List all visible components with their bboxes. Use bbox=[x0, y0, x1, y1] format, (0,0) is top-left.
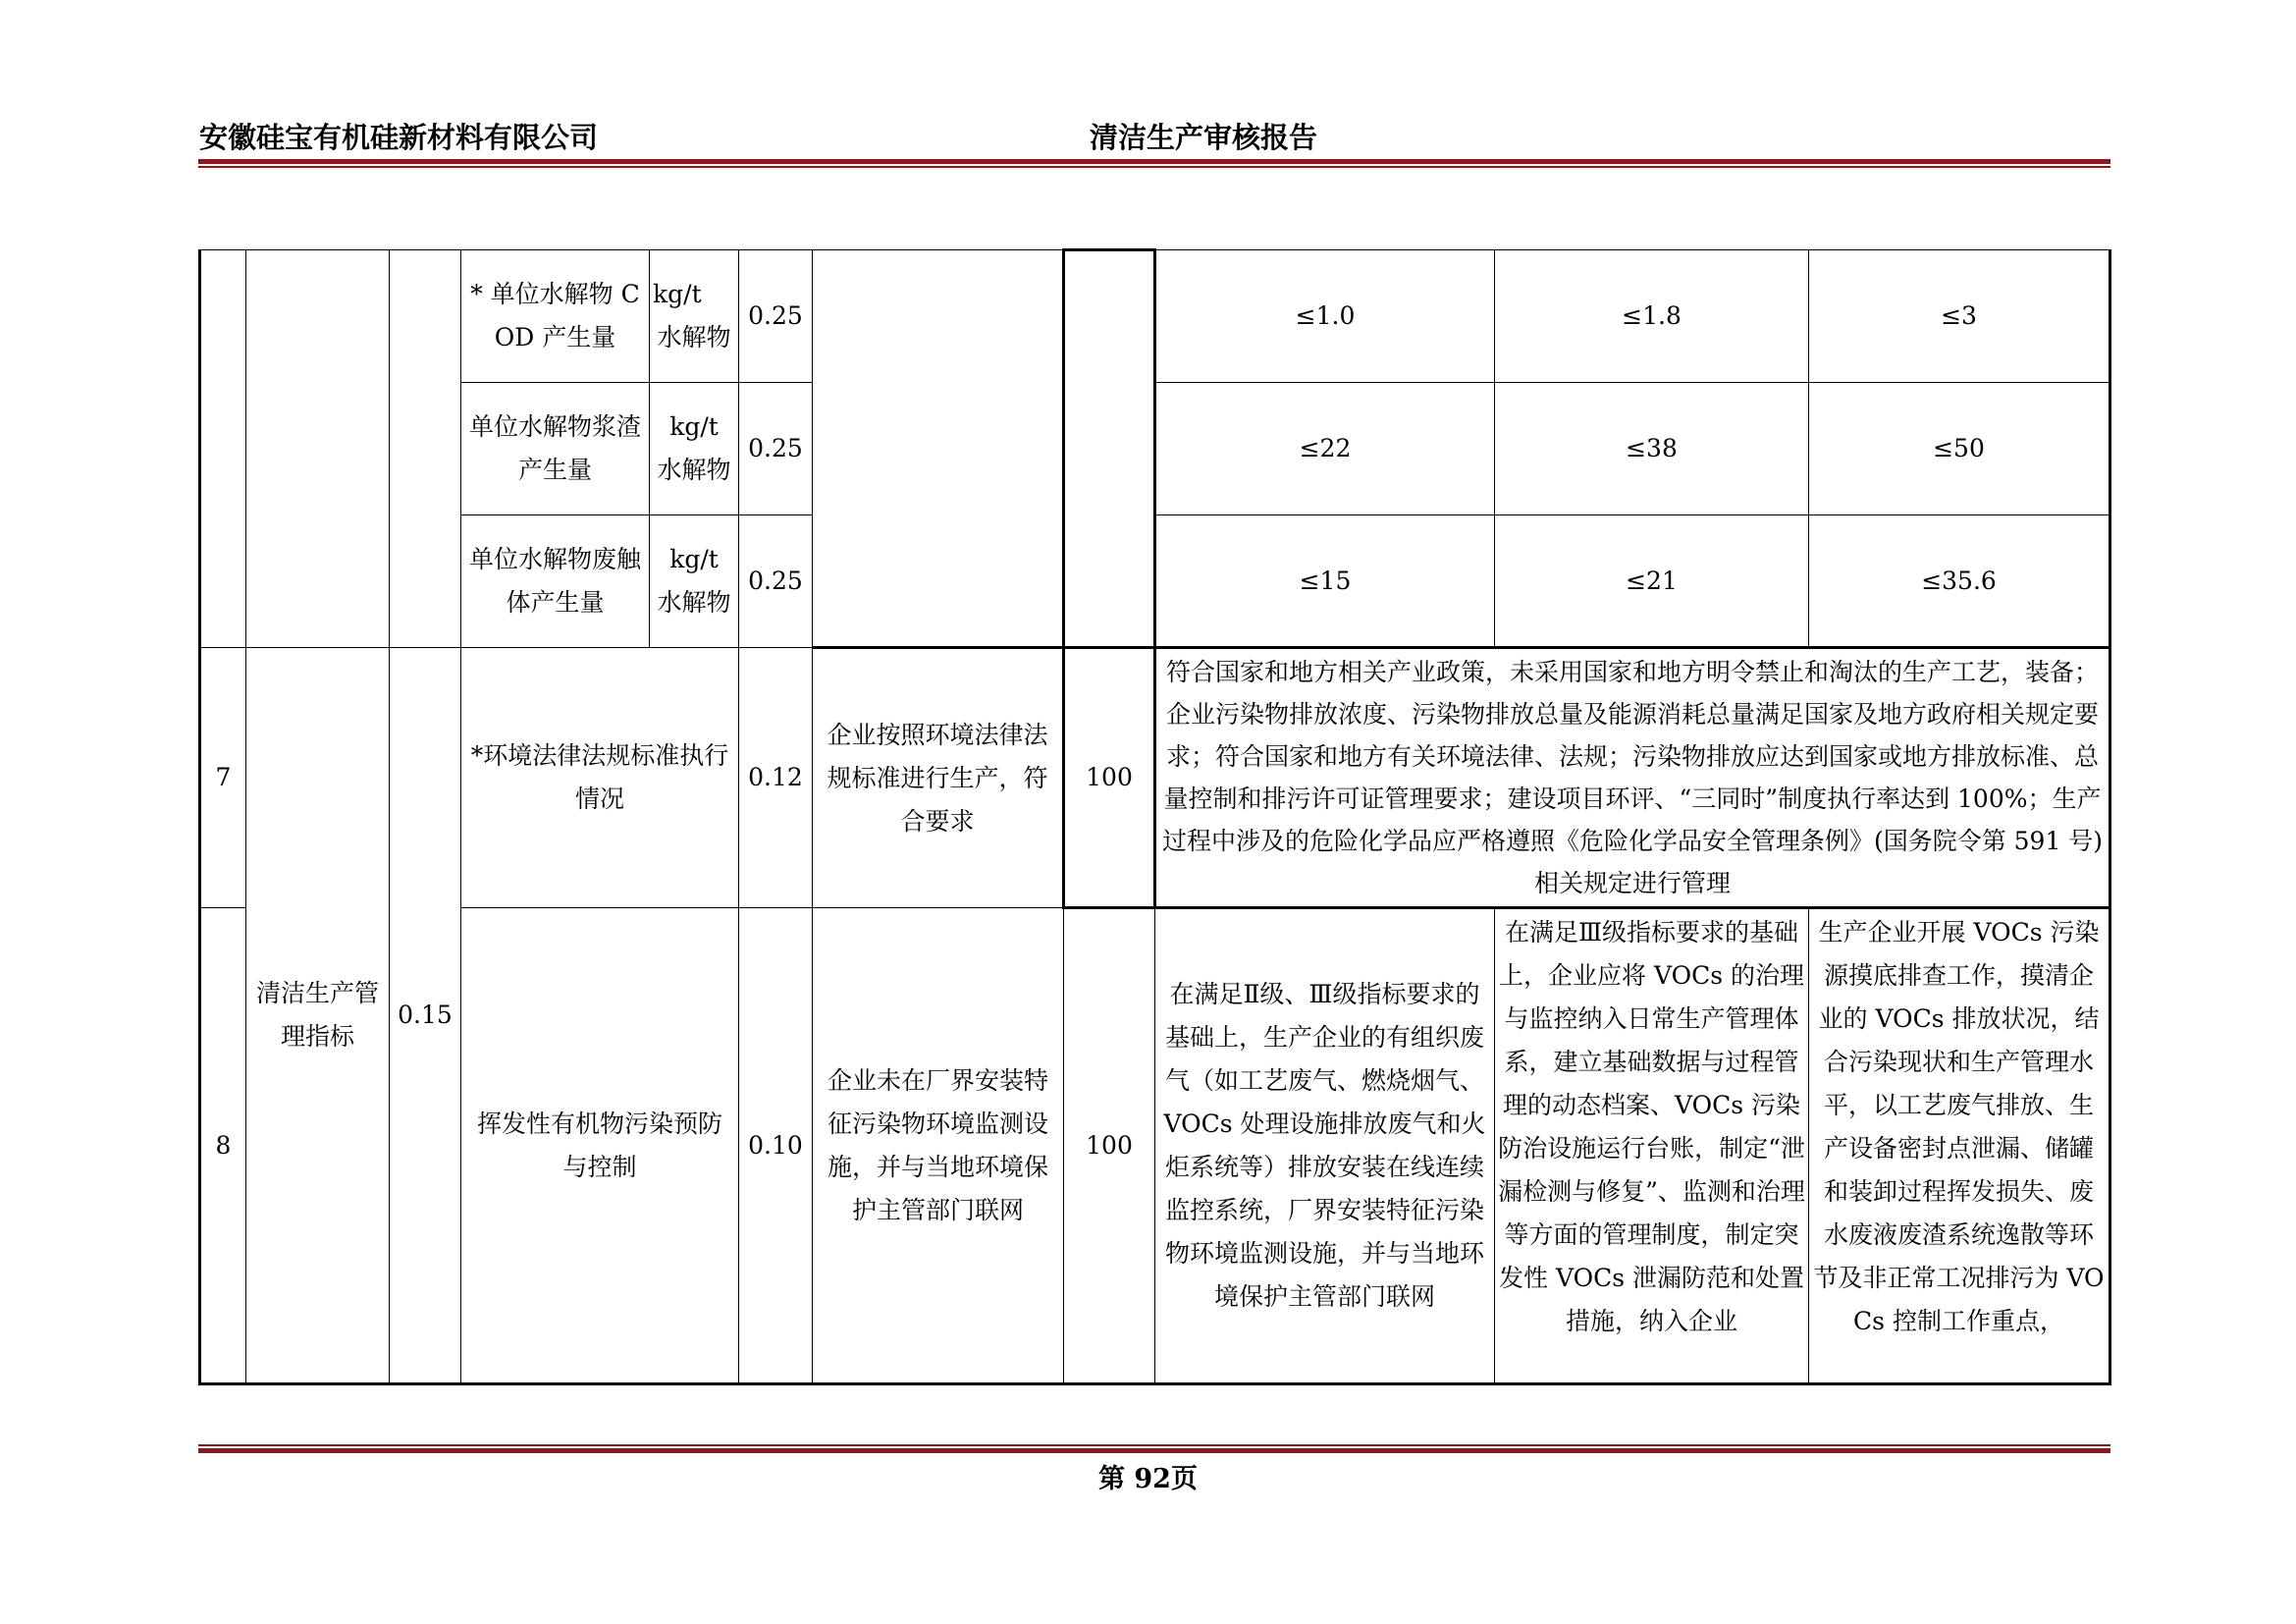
weight-cell: 0.10 bbox=[739, 908, 813, 1384]
seq-cell: 7 bbox=[200, 648, 246, 908]
seq-cell: 8 bbox=[200, 908, 246, 1384]
table-row bbox=[200, 250, 2110, 383]
indicator-cell: 挥发性有机物污染预防与控制 bbox=[461, 908, 739, 1384]
weight-cell: 0.25 bbox=[739, 250, 813, 383]
level2-cell: ≤21 bbox=[1495, 515, 1809, 648]
level2-cell: 在满足Ⅲ级指标要求的基础上，企业应将 VOCs 的治理与监控纳入日常生产管理体系，建立基础数据与过程管理的动态档案、VOCs 污染防治设施运行台账，制定“泄漏检测与修复”、监测和治理等方面的管理制度，制定突发性 VOCs 泄漏防范和处置措施，纳入企业 bbox=[1495, 908, 1809, 1384]
seq-cell-empty bbox=[200, 250, 246, 648]
level3-cell: ≤3 bbox=[1809, 250, 2110, 383]
footer-rule-thin bbox=[198, 1444, 2110, 1446]
level3-cell: ≤35.6 bbox=[1809, 515, 2110, 648]
category-weight-cell: 0.15 bbox=[390, 648, 461, 1384]
unit-cell bbox=[650, 515, 739, 648]
company-name: 安徽硅宝有机硅新材料有限公司 bbox=[199, 121, 599, 154]
unit-subject: 水解物 bbox=[657, 456, 731, 484]
status-cell: 企业未在厂界安装特征污染物环境监测设施，并与当地环境保护主管部门联网 bbox=[813, 908, 1064, 1384]
level1-cell: ≤1.0 bbox=[1155, 250, 1495, 383]
unit-label: kg/t bbox=[669, 545, 719, 573]
indicator-cell: * 单位水解物 COD 产生量 bbox=[461, 250, 650, 383]
category-cell: 清洁生产管理指标 bbox=[246, 648, 390, 1384]
category-cell-empty bbox=[246, 250, 390, 648]
indicator-cell: 单位水解物废触体产生量 bbox=[461, 515, 650, 648]
indicator-cell: *环境法律法规标准执行情况 bbox=[461, 648, 739, 908]
unit-label: kg/t bbox=[653, 280, 702, 308]
level1-cell: ≤15 bbox=[1155, 515, 1495, 648]
page-number: 第 92页 bbox=[1098, 1464, 1198, 1494]
weight-cell: 0.25 bbox=[739, 515, 813, 648]
level2-cell: ≤1.8 bbox=[1495, 250, 1809, 383]
table-row bbox=[200, 383, 2110, 515]
header-rule-thick bbox=[198, 159, 2110, 164]
footer-rule-thick bbox=[198, 1448, 2110, 1453]
status-cell-empty bbox=[813, 250, 1064, 648]
indicator-table bbox=[198, 248, 2111, 1385]
weight-cell: 0.25 bbox=[739, 383, 813, 515]
level3-cell: ≤50 bbox=[1809, 383, 2110, 515]
unit-subject: 水解物 bbox=[657, 588, 731, 617]
weight-cell: 0.12 bbox=[739, 648, 813, 908]
report-title: 清洁生产审核报告 bbox=[1090, 121, 1318, 154]
unit-subject: 水解物 bbox=[657, 323, 731, 352]
requirement-cell: 符合国家和地方相关产业政策，未采用国家和地方明令禁止和淘汰的生产工艺，装备；企业污染物排放浓度、污染物排放总量及能源消耗总量满足国家及地方政府相关规定要求；符合国家和地方有关环境法律、法规；污染物排放应达到国家或地方排放标准、总量控制和排污许可证管理要求；建设项目环评、“三同时”制度执行率达到 100%；生产过程中涉及的危险化学品应严格遵照《危险化学品安全管理条例》(国务院令第 591 号)相关规定进行管理 bbox=[1155, 648, 2110, 908]
header-rule-thin bbox=[198, 166, 2110, 168]
level1-cell: ≤22 bbox=[1155, 383, 1495, 515]
status-cell: 企业按照环境法律法规标准进行生产，符合要求 bbox=[813, 648, 1064, 908]
table-row bbox=[200, 908, 2110, 1384]
unit-cell bbox=[650, 383, 739, 515]
score-cell-empty bbox=[1064, 250, 1155, 648]
category-weight-empty bbox=[390, 250, 461, 648]
unit-cell bbox=[650, 250, 739, 383]
table-row bbox=[200, 515, 2110, 648]
level1-cell: 在满足Ⅱ级、Ⅲ级指标要求的基础上，生产企业的有组织废气（如工艺废气、燃烧烟气、VOCs 处理设施排放废气和火炬系统等）排放安装在线连续监控系统，厂界安装特征污染物环境监测设施，并与当地环境保护主管部门联网 bbox=[1155, 908, 1495, 1384]
level2-cell: ≤38 bbox=[1495, 383, 1809, 515]
score-cell: 100 bbox=[1064, 648, 1155, 908]
score-cell: 100 bbox=[1064, 908, 1155, 1384]
level3-cell: 生产企业开展 VOCs 污染源摸底排查工作，摸清企业的 VOCs 排放状况，结合污染现状和生产管理水平，以工艺废气排放、生产设备密封点泄漏、储罐和装卸过程挥发损失、废水废液废渣系统逸散等环节及非正常工况排污为 VOCs 控制工作重点， bbox=[1809, 908, 2110, 1384]
indicator-cell: 单位水解物浆渣产生量 bbox=[461, 383, 650, 515]
table-row bbox=[200, 648, 2110, 908]
unit-label: kg/t bbox=[669, 412, 719, 441]
